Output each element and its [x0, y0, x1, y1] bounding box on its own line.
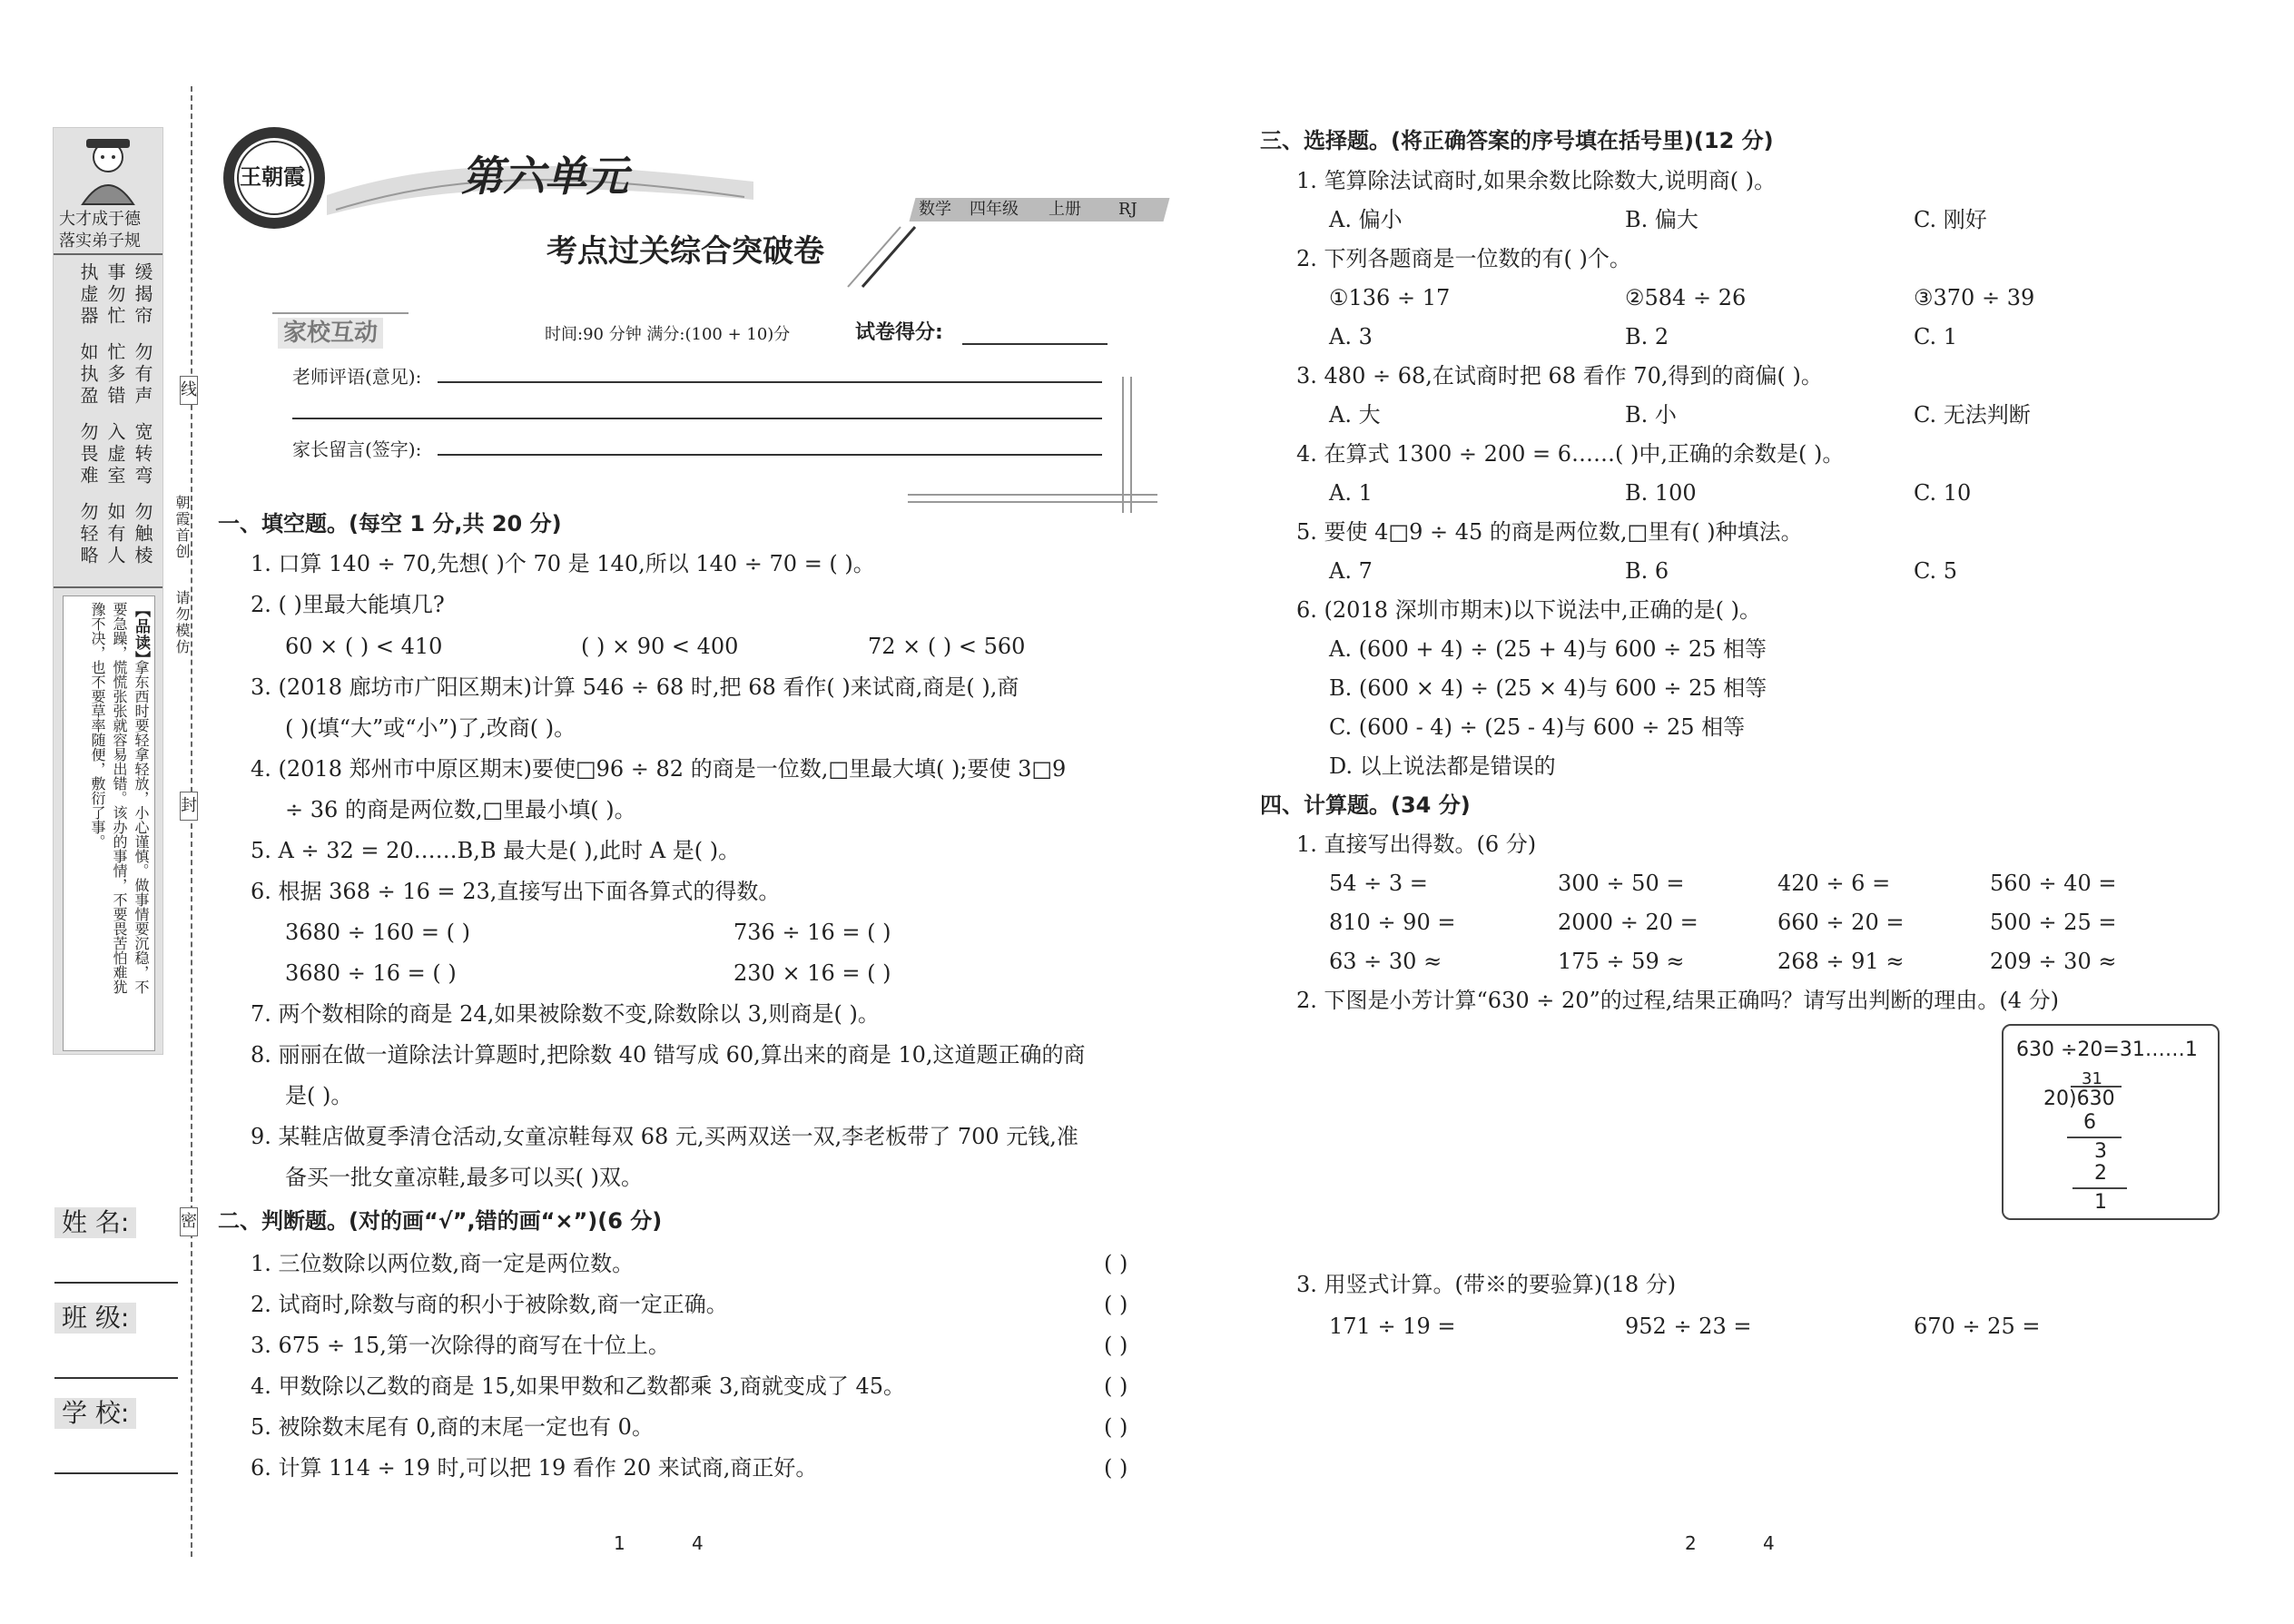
verse-col-1: 缓揭帘	[132, 262, 153, 328]
score-label: 试卷得分:	[855, 321, 943, 344]
s4-q1-r3c4: 209 ÷ 30 ≈	[1990, 949, 2117, 974]
s3-q4-optB: B. 100	[1625, 480, 1697, 506]
s4-q1-r3c2: 175 ÷ 59 ≈	[1558, 949, 1685, 974]
s1-q3b: ( )(填“大”或“小”)了,改商( )。	[285, 715, 576, 741]
s2-answer4[interactable]: ( )	[1104, 1373, 1128, 1399]
s4-q1-r1c2: 300 ÷ 50 =	[1558, 871, 1685, 896]
student-work-box	[2002, 1024, 2220, 1220]
page-number-right-a: 2	[1685, 1532, 1697, 1554]
work-equation: 630 ÷20=31……1	[2016, 1038, 2198, 1061]
s3-q6-optD: D. 以上说法都是错误的	[1329, 753, 1556, 779]
s4-q1-r1c1: 54 ÷ 3 =	[1329, 871, 1428, 896]
s1-q7: 7. 两个数相除的商是 24,如果被除数不变,除数除以 3,则商是( )。	[251, 1001, 880, 1027]
s3-q1-optC: C. 刚好	[1914, 207, 1987, 232]
name-field[interactable]	[54, 1282, 178, 1284]
mascot-icon	[74, 133, 143, 206]
fold-mark-3: 密	[180, 1207, 198, 1236]
s1-q9: 9. 某鞋店做夏季清仓活动,女童凉鞋每双 68 元,买两双送一双,李老板带了 700 元钱,准	[251, 1124, 1078, 1149]
s3-q5: 5. 要使 4□9 ÷ 45 的商是两位数,□里有( )种填法。	[1296, 519, 1803, 545]
s1-q9b: 备买一批女童凉鞋,最多可以买( )双。	[285, 1165, 643, 1190]
s3-q2-expr1: ①136 ÷ 17	[1329, 285, 1451, 310]
s3-q5-optB: B. 6	[1625, 558, 1669, 584]
page-number-left-b: 4	[692, 1532, 704, 1554]
time-info: 时间:90 分钟 满分:(100 + 10)分	[545, 325, 791, 344]
s4-q3-item3: 670 ÷ 25 =	[1914, 1314, 2041, 1339]
class-field[interactable]	[54, 1377, 178, 1379]
s3-q2: 2. 下列各题商是一位数的有( )个。	[1296, 246, 1631, 271]
s4-q1-title: 1. 直接写出得数。(6 分)	[1296, 832, 1537, 857]
tag-edition: RJ	[1118, 200, 1137, 219]
section1-title: 一、填空题。(每空 1 分,共 20 分)	[218, 511, 562, 536]
s4-q3-title: 3. 用竖式计算。(带※的要验算)(18 分)	[1296, 1272, 1677, 1297]
s1-q3: 3. (2018 廊坊市广阳区期末)计算 546 ÷ 68 时,把 68 看作( )来试商,商是( ),商	[251, 674, 1019, 700]
s3-q3-optC: C. 无法判断	[1914, 402, 2031, 428]
reading-text-1: 拿东西时要轻拿轻放，小心谨慎。做事情要沉稳，不	[133, 660, 150, 994]
s2-item5: 5. 被除数末尾有 0,商的末尾一定也有 0。	[251, 1414, 654, 1440]
verse-col-4: 勿有声	[132, 342, 153, 408]
page-number-right-b: 4	[1763, 1532, 1775, 1554]
parent-comment-label: 家长留言(签字):	[292, 438, 422, 460]
reading-text-2: 要急躁，慌慌张张就容易出错。该办的事情，不要畏苦怕难犹	[111, 602, 128, 994]
section2-title: 二、判断题。(对的画“√”,错的画“×”)(6 分)	[218, 1208, 663, 1234]
binding-line	[191, 86, 192, 1557]
tag-subject: 数学	[919, 200, 951, 219]
s3-q4-optC: C. 10	[1914, 480, 1972, 506]
s4-q1-r2c1: 810 ÷ 90 =	[1329, 910, 1456, 935]
motto-line-1: 大才成于德	[59, 210, 141, 229]
verse-col-8: 入虚室	[104, 422, 126, 487]
s1-q5: 5. A ÷ 32 = 20……B,B 最大是( ),此时 A 是( )。	[251, 838, 741, 863]
s2-item1: 1. 三位数除以两位数,商一定是两位数。	[251, 1251, 635, 1276]
s1-q4: 4. (2018 郑州市中原区期末)要使□96 ÷ 82 的商是一位数,□里最大填( );要使 3□9	[251, 756, 1067, 782]
tag-grade: 四年级	[970, 200, 1019, 219]
s3-q3-optA: A. 大	[1329, 402, 1381, 428]
s4-q3-item1: 171 ÷ 19 =	[1329, 1314, 1456, 1339]
s1-q2-item3: 72 × ( ) < 560	[868, 634, 1026, 659]
s4-q1-r2c2: 2000 ÷ 20 =	[1558, 910, 1698, 935]
s3-q4: 4. 在算式 1300 ÷ 200 = 6……( )中,正确的余数是( )。	[1296, 441, 1845, 467]
work-remainder: 1	[2094, 1191, 2107, 1214]
subtitle-slash	[844, 225, 917, 289]
s2-answer6[interactable]: ( )	[1104, 1455, 1128, 1481]
s3-q2-expr2: ②584 ÷ 26	[1625, 285, 1747, 310]
work-quotient: 31	[2082, 1069, 2102, 1088]
s1-q6-item1: 3680 ÷ 160 = ( )	[285, 920, 470, 945]
s1-q6: 6. 根据 368 ÷ 16 = 23,直接写出下面各算式的得数。	[251, 879, 781, 904]
copyright-1: 朝霞首创	[173, 495, 191, 560]
work-step3: 2	[2094, 1162, 2107, 1185]
s1-q6-item3: 3680 ÷ 16 = ( )	[285, 960, 457, 986]
section4-title: 四、计算题。(34 分)	[1260, 792, 1471, 818]
class-label: 班 级:	[54, 1303, 136, 1334]
s4-q2-title: 2. 下图是小芳计算“630 ÷ 20”的过程,结果正确吗？请写出判断的理由。(4 分)	[1296, 988, 2060, 1013]
verse-col-2: 事勿忙	[104, 262, 126, 328]
reading-box	[63, 595, 155, 1051]
brand-name: 王朝霞	[240, 163, 305, 190]
reading-title: 【品读】	[132, 602, 150, 667]
verse-col-12: 勿轻略	[77, 502, 99, 567]
s3-q2-optB: B. 2	[1625, 324, 1669, 349]
s3-q1-optB: B. 偏大	[1625, 207, 1698, 232]
s1-q2-item2: ( ) × 90 < 400	[581, 634, 739, 659]
s1-q8: 8. 丽丽在做一道除法计算题时,把除数 40 错写成 60,算出来的商是 10,这道题正确的商	[251, 1042, 1086, 1068]
page-number-left-a: 1	[614, 1532, 625, 1554]
s3-q1: 1. 笔算除法试商时,如果余数比除数大,说明商( )。	[1296, 168, 1777, 193]
s2-answer2[interactable]: ( )	[1104, 1292, 1128, 1317]
brand-badge	[220, 123, 329, 232]
s3-q2-expr3: ③370 ÷ 39	[1914, 285, 2035, 310]
s3-q3-optB: B. 小	[1625, 402, 1677, 428]
verse-col-6: 如执盈	[77, 342, 99, 408]
fold-mark-2: 封	[180, 792, 198, 821]
s3-q1-optA: A. 偏小	[1329, 207, 1403, 232]
s3-q6-optC: C. (600 - 4) ÷ (25 - 4)与 600 ÷ 25 相等	[1329, 714, 1746, 740]
s2-answer5[interactable]: ( )	[1104, 1414, 1128, 1440]
verse-col-7: 宽转弯	[132, 422, 153, 487]
s1-q1: 1. 口算 140 ÷ 70,先想( )个 70 是 140,所以 140 ÷ 70 = ( )。	[251, 551, 875, 576]
s1-q6-item4: 230 × 16 = ( )	[733, 960, 891, 986]
s2-answer3[interactable]: ( )	[1104, 1333, 1128, 1358]
s1-q6-item2: 736 ÷ 16 = ( )	[733, 920, 891, 945]
s4-q1-r1c3: 420 ÷ 6 =	[1777, 871, 1891, 896]
s3-q3: 3. 480 ÷ 68,在试商时把 68 看作 70,得到的商偏( )。	[1296, 363, 1823, 389]
work-step2: 3	[2094, 1140, 2107, 1163]
verse-col-10: 勿触棱	[132, 502, 153, 567]
work-step1: 6	[2083, 1111, 2096, 1134]
s3-q5-optC: C. 5	[1914, 558, 1958, 584]
s3-q5-optA: A. 7	[1329, 558, 1373, 584]
s2-item2: 2. 试商时,除数与商的积小于被除数,商一定正确。	[251, 1292, 728, 1317]
work-dividend: 20)630	[2043, 1088, 2115, 1110]
exam-subtitle: 考点过关综合突破卷	[546, 233, 824, 270]
verse-col-5: 忙多错	[104, 342, 126, 408]
s3-q6: 6. (2018 深圳市期末)以下说法中,正确的是( )。	[1296, 597, 1761, 623]
verse-col-11: 如有人	[104, 502, 126, 567]
unit-title: 第六单元	[461, 152, 628, 201]
verse-col-3: 执虚器	[77, 262, 99, 328]
s2-item3: 3. 675 ÷ 15,第一次除得的商写在十位上。	[251, 1333, 670, 1358]
school-label: 学 校:	[54, 1398, 136, 1429]
s3-q2-optC: C. 1	[1914, 324, 1958, 349]
s2-item6: 6. 计算 114 ÷ 19 时,可以把 19 看作 20 来试商,商正好。	[251, 1455, 818, 1481]
frame-lines	[272, 304, 1162, 522]
s3-q4-optA: A. 1	[1329, 480, 1373, 506]
reading-text-3: 豫不决，也不要草率随便，敷衍了事。	[89, 602, 106, 849]
s4-q3-item2: 952 ÷ 23 =	[1625, 1314, 1752, 1339]
s3-q6-optA: A. (600 + 4) ÷ (25 + 4)与 600 ÷ 25 相等	[1329, 636, 1767, 662]
s2-item4: 4. 甲数除以乙数的商是 15,如果甲数和乙数都乘 3,商就变成了 45。	[251, 1373, 906, 1399]
section3-title: 三、选择题。(将正确答案的序号填在括号里)(12 分)	[1260, 128, 1774, 153]
s4-q1-r1c4: 560 ÷ 40 =	[1990, 871, 2117, 896]
s2-answer1[interactable]: ( )	[1104, 1251, 1128, 1276]
s1-q8b: 是( )。	[285, 1083, 353, 1108]
school-field[interactable]	[54, 1472, 178, 1474]
tag-volume: 上册	[1049, 200, 1081, 219]
s3-q2-optA: A. 3	[1329, 324, 1373, 349]
division-bracket	[2071, 1086, 2122, 1088]
s1-q2: 2. ( )里最大能填几?	[251, 592, 445, 617]
home-school-label: 家校互动	[278, 318, 383, 349]
s1-q2-item1: 60 × ( ) < 410	[285, 634, 443, 659]
s1-q4b: ÷ 36 的商是两位数,□里最小填( )。	[285, 797, 636, 822]
teacher-comment-label: 老师评语(意见):	[292, 366, 422, 388]
copyright-2: 请勿模仿	[173, 590, 191, 655]
s4-q1-r3c1: 63 ÷ 30 ≈	[1329, 949, 1442, 974]
name-label: 姓 名:	[54, 1207, 136, 1238]
motto-sidebar	[53, 127, 163, 1055]
s3-q6-optB: B. (600 × 4) ÷ (25 × 4)与 600 ÷ 25 相等	[1329, 675, 1767, 701]
motto-line-2: 落实弟子规	[59, 231, 141, 251]
s4-q1-r2c3: 660 ÷ 20 =	[1777, 910, 1905, 935]
s4-q1-r2c4: 500 ÷ 25 =	[1990, 910, 2117, 935]
fold-mark-1: 线	[180, 376, 198, 405]
verse-col-9: 勿畏难	[77, 422, 99, 487]
s4-q1-r3c3: 268 ÷ 91 ≈	[1777, 949, 1905, 974]
